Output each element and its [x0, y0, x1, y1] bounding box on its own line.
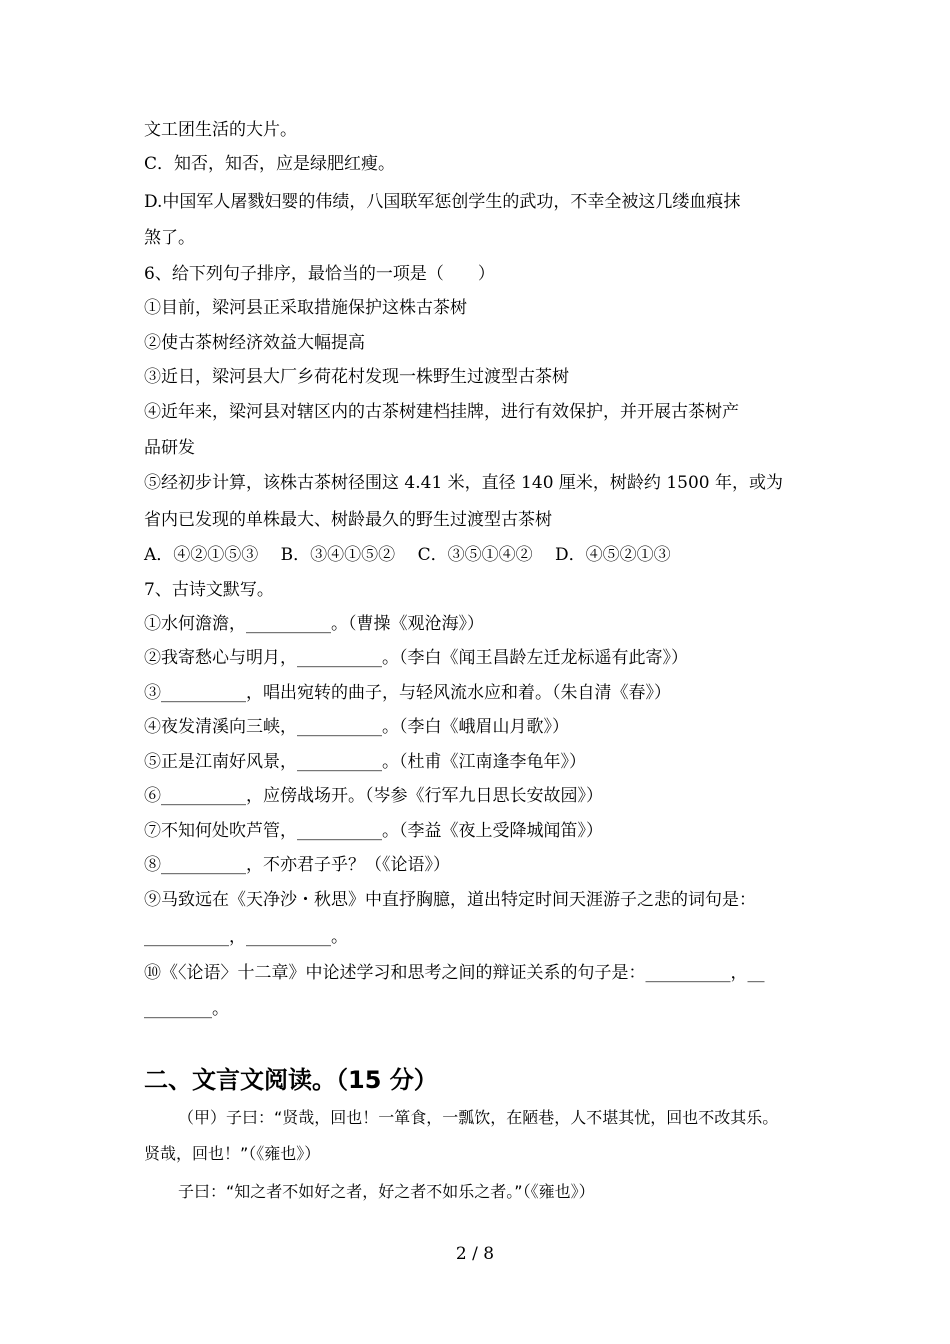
- sentence-5: ⑤经初步计算，该株古茶树径围这 4.41 米，直径 140 厘米，树龄约 1500 年，或为: [144, 473, 783, 493]
- passage-line: 贤哉，回也！”（《雍也》）: [144, 1144, 321, 1163]
- text-line: __________，__________。: [144, 927, 348, 947]
- section-heading: 二、文言文阅读。（15 分）: [144, 1066, 438, 1094]
- sentence-1: ①目前，梁河县正采取措施保护这株古茶树: [144, 298, 467, 318]
- poem-item-7: ⑦不知何处吹芦管，__________。（李益《夜上受降城闻笛》）: [144, 821, 603, 841]
- sentence-3: ③近日，梁河县大厂乡荷花村发现一株野生过渡型古茶树: [144, 367, 569, 387]
- text-line: 省内已发现的单株最大、树龄最久的野生过渡型古茶树: [144, 510, 552, 530]
- poem-item-3: ③__________，唱出宛转的曲子，与轻风流水应和着。（朱自清《春》）: [144, 683, 671, 703]
- poem-item-5: ⑤正是江南好风景，__________。（杜甫《江南逢李龟年》）: [144, 752, 586, 772]
- question-6: 6、给下列句子排序，最恰当的一项是（ ）: [144, 264, 495, 284]
- option-c: C．知否，知否，应是绿肥红瘦。: [144, 154, 396, 174]
- poem-item-9: ⑨马致远在《天净沙・秋思》中直抒胸臆，道出特定时间天涯游子之悲的词句是：: [144, 890, 756, 910]
- poem-item-2: ②我寄愁心与明月，__________。（李白《闻王昌龄左迁龙标遥有此寄》）: [144, 648, 688, 668]
- poem-item-1: ①水何澹澹，__________。（曹操《观沧海》）: [144, 614, 484, 634]
- text-line: 文工团生活的大片。: [144, 120, 297, 140]
- text-line: 品研发: [144, 438, 195, 458]
- text-line: ________。: [144, 999, 229, 1019]
- option-d: D.中国军人屠戮妇婴的伟绩，八国联军惩创学生的武功，不幸全被这几缕血痕抹: [144, 192, 741, 212]
- sentence-4: ④近年来，梁河县对辖区内的古茶树建档挂牌，进行有效保护，并开展古茶树产: [144, 402, 739, 422]
- question-7: 7、古诗文默写。: [144, 580, 274, 600]
- poem-item-10: ⑩《〈论语〉十二章》中论述学习和思考之间的辩证关系的句子是：__________，__: [144, 963, 765, 983]
- poem-item-8: ⑧__________，不亦君子乎？（《论语》）: [144, 855, 450, 875]
- poem-item-6: ⑥__________，应傍战场开。（岑参《行军九日思长安故园》）: [144, 786, 603, 806]
- page-number: 2 / 8: [455, 1244, 495, 1264]
- passage-line: 子曰：“知之者不如好之者，好之者不如乐之者。”（《雍也》）: [178, 1182, 595, 1201]
- sentence-2: ②使古茶树经济效益大幅提高: [144, 333, 365, 353]
- answer-options: A．④②①⑤③ B．③④①⑤② C．③⑤①④② D．④⑤②①③: [144, 545, 671, 565]
- passage-line: （甲）子曰：“贤哉，回也！一箪食，一瓢饮，在陋巷，人不堪其忧，回也不改其乐。: [178, 1108, 779, 1127]
- text-line: 煞了。: [144, 228, 195, 248]
- poem-item-4: ④夜发清溪向三峡，__________。（李白《峨眉山月歌》）: [144, 717, 569, 737]
